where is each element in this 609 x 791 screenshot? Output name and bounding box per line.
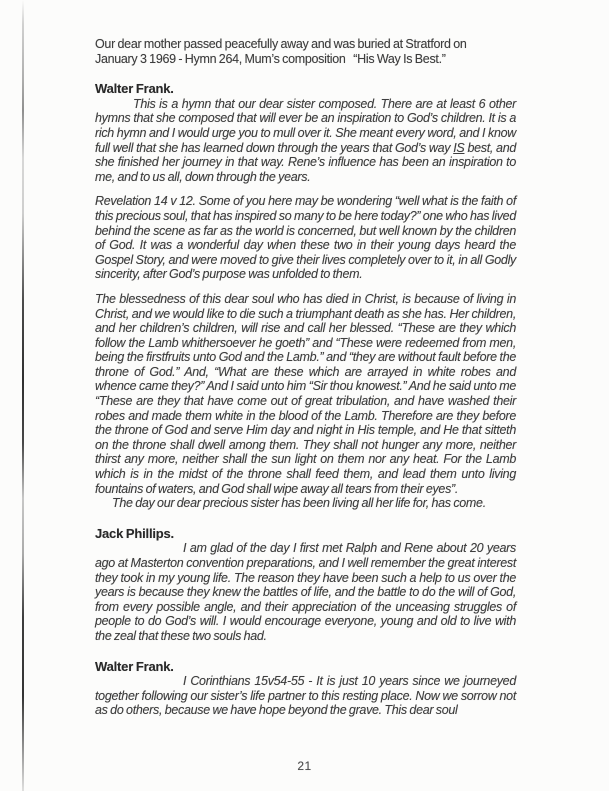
intro-line-2: January 3 1969 - Hymn 264, Mum’s composition “His Way Is Best.”	[95, 51, 446, 66]
walter1-paragraph-1-post: best, and she finished her journey in that way. Rene’s influence has been an inspiration to me, and to us all, down through the years.	[95, 140, 516, 184]
page-number: 21	[297, 759, 312, 773]
section-heading-walter-frank-1: Walter Frank.	[95, 81, 174, 97]
intro-paragraph	[95, 37, 516, 66]
walter2-paragraph-1: I Corinthians 15v54-55 - It is just 10 years since we journeyed together following our sister’s life partner to this resting place. Now we sorrow not as do others, because we have hope beyond the grave. This dear soul	[95, 674, 516, 718]
section-heading-jack-phillips: Jack Phillips.	[95, 525, 174, 541]
walter1-paragraph-1	[95, 97, 516, 185]
walter1-paragraph-4: The day our dear precious sister has been living all her life for, has come.	[112, 496, 486, 511]
jack-paragraph-1: I am glad of the day I first met Ralph and Rene about 20 years ago at Masterton convention preparations, and I well remember the great interest they took in my young life. The reason they have been such a help to us over the years is because they knew the battles of life, and the battle to do the will of God, from every possible angle, and their appreciation of the unceasing struggles of people to do God’s will. I would encourage everyone, young and old to live with the zeal that these two souls had.	[95, 541, 516, 643]
intro-line-1: Our dear mother passed peacefully away and was buried at Stratford on	[95, 37, 467, 51]
section-heading-walter-frank-2: Walter Frank.	[95, 658, 174, 674]
walter1-paragraph-1-pre: This is a hymn that our dear sister composed. There are at least 6 other hymns that she composed that will ever be an inspiration to God’s children. It is a rich hymn and I would urge you to mull over it. She meant every word, and I know full well that she has learned down through the years that God’s way	[95, 96, 516, 155]
page-content	[95, 37, 516, 718]
walter1-paragraph-2: Revelation 14 v 12. Some of you here may be wondering “well what is the faith of this precious soul, that has inspired so many to be here today?” one who has lived behind the scene as far as the world is concerned, but well known by the children of God. It was a wonderful day when these two in their young days heard the Gospel Story, and were moved to give their lives completely over to it, in all Godly sincerity, after God’s purpose was unfolded to them.	[95, 194, 516, 282]
walter1-paragraph-1-underlined-is: IS	[453, 140, 465, 155]
walter1-paragraph-3: The blessedness of this dear soul who has died in Christ, is because of living in Christ, and we would like to die such a triumphant death as she has. Her children, and her children’s children, will rise and call her blessed. “These are they which follow the Lamb whithersoever he goeth” and “These were redeemed from men, being the firstfruits unto God and the Lamb.” and “they are without fault before the throne of God.” And, “What are these which are arrayed in white robes and whence came they?” And I said unto him “Sir thou knowest.” And he said unto me “These are they that have come out of great tribulation, and have washed their robes and made them white in the blood of the Lamb. Therefore are they before the throne of God and serve Him day and night in His temple, and He that sitteth on the throne shall dwell among them. They shall not hunger any more, neither thirst any more, neither shall the sun light on them nor any heat. For the Lamb which is in the midst of the throne shall feed them, and lead them unto living fountains of waters, and God shall wipe away all tears from their eyes”.	[95, 291, 516, 496]
scan-artifact-line	[22, 0, 24, 791]
